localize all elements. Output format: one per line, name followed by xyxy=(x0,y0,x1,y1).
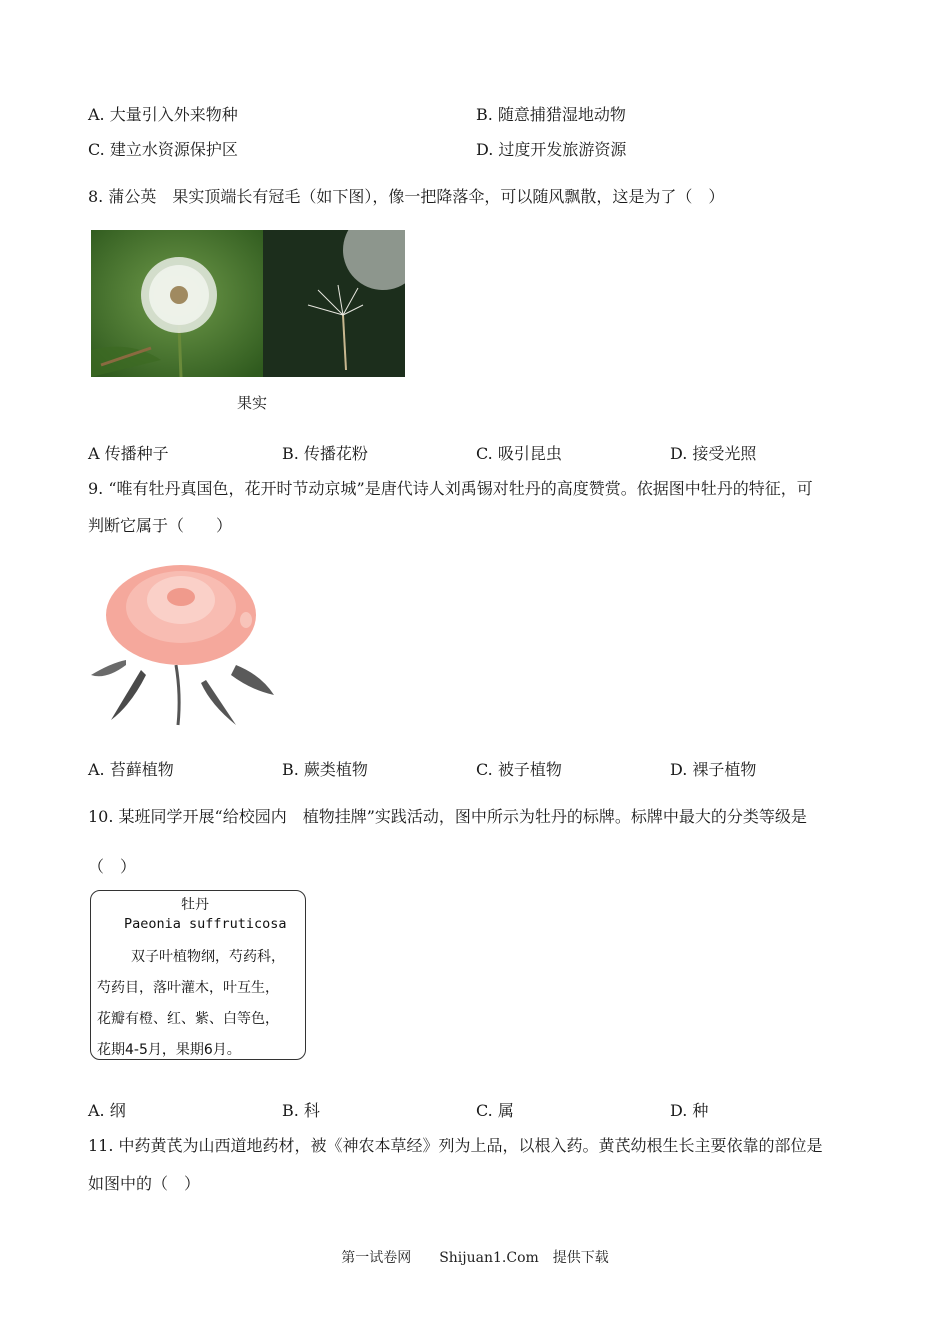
q7-option-a: A. 大量引入外来物种 xyxy=(88,105,238,124)
q10-stem-line2: （ ） xyxy=(88,857,137,876)
label-card-line4: 花期4-5月，果期6月。 xyxy=(97,1042,241,1058)
label-card-line2: 芍药目，落叶灌木，叶互生， xyxy=(97,980,279,996)
q10-option-d: D. 种 xyxy=(670,1101,709,1120)
label-card-line3: 花瓣有橙、红、紫、白等色， xyxy=(97,1011,279,1027)
label-card-title: 牡丹 xyxy=(181,897,209,913)
q9-option-a: A. 苔藓植物 xyxy=(88,760,174,779)
q7-option-b: B. 随意捕猎湿地动物 xyxy=(476,105,626,124)
q7-option-d: D. 过度开发旅游资源 xyxy=(476,140,627,159)
q9-stem-line2: 判断它属于（ ） xyxy=(88,516,233,535)
q8-option-d: D. 接受光照 xyxy=(670,444,757,463)
q10-option-c: C. 属 xyxy=(476,1101,514,1120)
q10-option-b: B. 科 xyxy=(282,1101,320,1120)
peony-plant-label-card xyxy=(90,890,306,1060)
peony-illustration xyxy=(86,545,278,727)
q8-stem: 8. 蒲公英 果实顶端长有冠毛（如下图），像一把降落伞，可以随风飘散，这是为了（ ） xyxy=(88,187,725,206)
q11-stem-line2: 如图中的（ ） xyxy=(88,1174,201,1193)
q11-stem-line1: 11. 中药黄芪为山西道地药材，被《神农本草经》列为上品，以根入药。黄芪幼根生长主要依靠的部位是 xyxy=(88,1136,823,1155)
label-card-line1: 双子叶植物纲，芍药科， xyxy=(131,949,285,965)
label-card-latin-name: Paeonia suffruticosa xyxy=(124,916,287,932)
dandelion-seed-photo xyxy=(263,230,405,377)
q10-stem-line1: 10. 某班同学开展“给校园内 植物挂牌”实践活动，图中所示为牡丹的标牌。标牌中最大的分类等级是 xyxy=(88,807,807,826)
q9-stem-line1: 9. “唯有牡丹真国色，花开时节动京城”是唐代诗人刘禹锡对牡丹的高度赞赏。依据图中牡丹的特征，可 xyxy=(88,479,813,498)
q8-option-c: C. 吸引昆虫 xyxy=(476,444,562,463)
q10-option-a: A. 纲 xyxy=(88,1101,126,1120)
q8-option-b: B. 传播花粉 xyxy=(282,444,368,463)
dandelion-flower-photo xyxy=(91,230,263,377)
q7-option-c: C. 建立水资源保护区 xyxy=(88,140,238,159)
page-footer: 第一试卷网 Shijuan1.Com 提供下载 xyxy=(341,1250,609,1266)
q8-figure-caption: 果实 xyxy=(237,394,268,412)
q9-option-b: B. 蕨类植物 xyxy=(282,760,368,779)
q8-option-a: A 传播种子 xyxy=(88,444,169,463)
q9-option-c: C. 被子植物 xyxy=(476,760,562,779)
q9-option-d: D. 裸子植物 xyxy=(670,760,757,779)
